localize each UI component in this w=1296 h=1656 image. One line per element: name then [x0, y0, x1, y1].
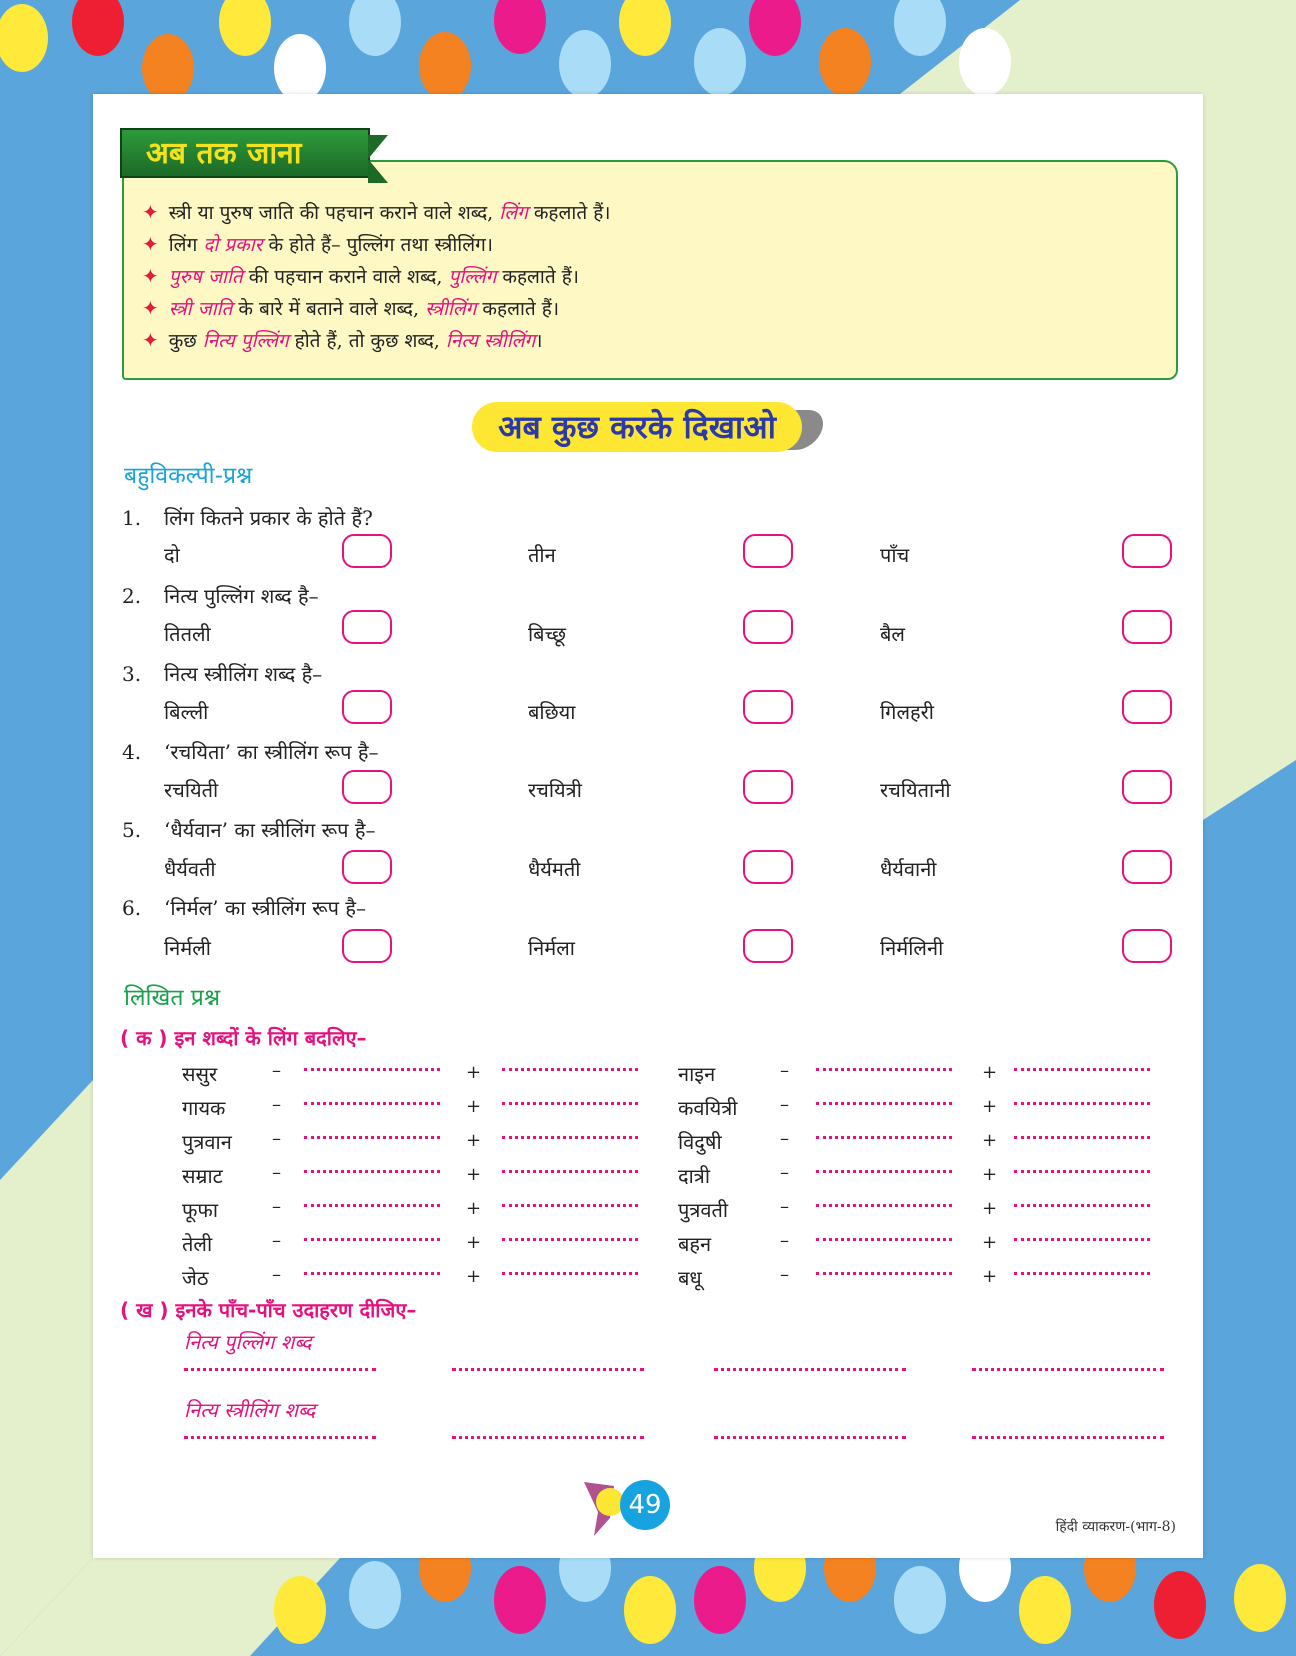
word-to-convert: ससुर — [182, 1062, 218, 1086]
answer-line[interactable] — [714, 1368, 906, 1371]
banner-ribbon-tail — [368, 135, 388, 183]
answer-line[interactable] — [304, 1272, 440, 1275]
dash-symbol: – — [272, 1264, 281, 1285]
word-to-convert: तेली — [182, 1232, 213, 1256]
plus-symbol: + — [466, 1130, 482, 1151]
answer-line[interactable] — [452, 1368, 644, 1371]
answer-line[interactable] — [502, 1272, 638, 1275]
answer-line[interactable] — [304, 1068, 440, 1071]
q5-option-b: धैर्यमती — [528, 857, 581, 881]
word-to-convert: जेठ — [182, 1266, 209, 1290]
plus-symbol: + — [982, 1232, 998, 1253]
plus-symbol: + — [466, 1198, 482, 1219]
q1-option-c: पाँच — [880, 543, 910, 567]
answer-line[interactable] — [304, 1136, 440, 1139]
plus-symbol: + — [466, 1266, 482, 1287]
answer-line[interactable] — [1014, 1204, 1150, 1207]
word-to-convert: विदुषी — [678, 1130, 722, 1154]
dash-symbol: – — [780, 1264, 789, 1285]
star-bullet-icon: ✦ — [142, 200, 159, 224]
part-a-title: ( क ) इन शब्दों के लिंग बदलिए– — [120, 1026, 367, 1050]
answer-line[interactable] — [304, 1204, 440, 1207]
summary-item: ✦ लिंग दो प्रकार के होते हैं– पुल्लिंग तथा स्त्रीलिंग। — [142, 232, 493, 256]
q3-option-b-checkbox[interactable] — [743, 690, 793, 724]
question-4: 4. ‘रचयिता’ का स्त्रीलिंग रूप है– — [122, 740, 379, 764]
q2-option-c-checkbox[interactable] — [1122, 610, 1172, 644]
dash-symbol: – — [780, 1162, 789, 1183]
word-to-convert: बधू — [678, 1266, 702, 1290]
activity-title: अब कुछ करके दिखाओ — [472, 402, 802, 452]
summary-heading: अब तक जाना — [120, 128, 370, 178]
answer-line[interactable] — [184, 1368, 376, 1371]
answer-line[interactable] — [304, 1102, 440, 1105]
answer-line[interactable] — [502, 1238, 638, 1241]
q2-option-a-checkbox[interactable] — [342, 610, 392, 644]
dash-symbol: – — [780, 1196, 789, 1217]
plus-symbol: + — [982, 1198, 998, 1219]
answer-line[interactable] — [816, 1068, 952, 1071]
answer-line[interactable] — [816, 1272, 952, 1275]
answer-line[interactable] — [1014, 1136, 1150, 1139]
answer-line[interactable] — [502, 1068, 638, 1071]
answer-line[interactable] — [502, 1102, 638, 1105]
q6-option-a: निर्मली — [164, 936, 211, 960]
plus-symbol: + — [982, 1164, 998, 1185]
q2-option-c: बैल — [880, 622, 905, 646]
word-to-convert: पुत्रवती — [678, 1198, 729, 1222]
summary-list — [142, 196, 610, 356]
question-1: 1. लिंग कितने प्रकार के होते हैं? — [122, 506, 373, 530]
answer-line[interactable] — [1014, 1238, 1150, 1241]
answer-line[interactable] — [502, 1204, 638, 1207]
q5-option-b-checkbox[interactable] — [743, 850, 793, 884]
q1-option-a: दो — [164, 543, 180, 567]
word-to-convert: दात्री — [678, 1164, 711, 1188]
word-to-convert: गायक — [182, 1096, 226, 1120]
q6-option-c-checkbox[interactable] — [1122, 929, 1172, 963]
q4-option-b: रचयित्री — [528, 778, 582, 802]
answer-line[interactable] — [1014, 1170, 1150, 1173]
q3-option-b: बछिया — [528, 700, 576, 724]
example-group-title-feminine: नित्य स्त्रीलिंग शब्द — [184, 1398, 316, 1422]
answer-line[interactable] — [816, 1170, 952, 1173]
question-5: 5. ‘धैर्यवान’ का स्त्रीलिंग रूप है– — [122, 818, 376, 842]
written-section-title: लिखित प्रश्न — [124, 985, 221, 1011]
q1-option-b: तीन — [528, 543, 556, 567]
dash-symbol: – — [272, 1162, 281, 1183]
q2-option-b-checkbox[interactable] — [743, 610, 793, 644]
word-to-convert: पुत्रवान — [182, 1130, 232, 1154]
answer-line[interactable] — [972, 1436, 1164, 1439]
dash-symbol: – — [272, 1094, 281, 1115]
summary-item: ✦ कुछ नित्य पुल्लिंग होते हैं, तो कुछ शब्द, नित्य स्त्रीलिंग। — [142, 328, 543, 352]
q4-option-a-checkbox[interactable] — [342, 770, 392, 804]
plus-symbol: + — [466, 1062, 482, 1083]
plus-symbol: + — [982, 1130, 998, 1151]
mcq-section-title: बहुविकल्पी-प्रश्न — [124, 463, 253, 489]
plus-symbol: + — [982, 1062, 998, 1083]
word-to-convert: कवयित्री — [678, 1096, 738, 1120]
answer-line[interactable] — [816, 1136, 952, 1139]
q1-option-a-checkbox[interactable] — [342, 534, 392, 568]
answer-line[interactable] — [816, 1204, 952, 1207]
plus-symbol: + — [466, 1164, 482, 1185]
answer-line[interactable] — [184, 1436, 376, 1439]
word-to-convert: नाइन — [678, 1062, 716, 1086]
q4-option-c: रचयितानी — [880, 778, 951, 802]
word-to-convert: सम्राट — [182, 1164, 223, 1188]
q2-option-b: बिच्छू — [528, 622, 566, 646]
question-3: 3. नित्य स्त्रीलिंग शब्द है– — [122, 662, 323, 686]
answer-line[interactable] — [502, 1136, 638, 1139]
book-title: हिंदी व्याकरण-(भाग-8) — [1055, 1519, 1176, 1535]
star-bullet-icon: ✦ — [142, 232, 159, 256]
answer-line[interactable] — [1014, 1102, 1150, 1105]
plus-symbol: + — [466, 1232, 482, 1253]
q1-option-c-checkbox[interactable] — [1122, 534, 1172, 568]
answer-line[interactable] — [304, 1238, 440, 1241]
q6-option-b: निर्मला — [528, 936, 575, 960]
q6-option-a-checkbox[interactable] — [342, 929, 392, 963]
dash-symbol: – — [780, 1128, 789, 1149]
q6-option-b-checkbox[interactable] — [743, 929, 793, 963]
q5-option-c: धैर्यवानी — [880, 857, 937, 881]
q3-option-c-checkbox[interactable] — [1122, 690, 1172, 724]
word-to-convert: फूफा — [182, 1198, 219, 1222]
star-bullet-icon: ✦ — [142, 264, 159, 288]
q6-option-c: निर्मलिनी — [880, 936, 944, 960]
answer-line[interactable] — [1014, 1068, 1150, 1071]
q4-option-b-checkbox[interactable] — [743, 770, 793, 804]
answer-line[interactable] — [304, 1170, 440, 1173]
answer-line[interactable] — [972, 1368, 1164, 1371]
question-6: 6. ‘निर्मल’ का स्त्रीलिंग रूप है– — [122, 896, 367, 920]
dash-symbol: – — [780, 1094, 789, 1115]
q4-option-c-checkbox[interactable] — [1122, 770, 1172, 804]
q5-option-c-checkbox[interactable] — [1122, 850, 1172, 884]
summary-item: ✦ स्त्री जाति के बारे में बताने वाले शब्द, स्त्रीलिंग कहलाते हैं। — [142, 296, 560, 320]
q3-option-c: गिलहरी — [880, 700, 934, 724]
answer-line[interactable] — [714, 1436, 906, 1439]
star-bullet-icon: ✦ — [142, 328, 159, 352]
dash-symbol: – — [272, 1196, 281, 1217]
summary-item: ✦ पुरुष जाति की पहचान कराने वाले शब्द, पुल्लिंग कहलाते हैं। — [142, 264, 580, 288]
dash-symbol: – — [272, 1230, 281, 1251]
dash-symbol: – — [272, 1128, 281, 1149]
answer-line[interactable] — [502, 1170, 638, 1173]
q4-option-a: रचयिती — [164, 778, 219, 802]
answer-line[interactable] — [816, 1238, 952, 1241]
q2-option-a: तितली — [164, 622, 211, 646]
q3-option-a-checkbox[interactable] — [342, 690, 392, 724]
part-b-title: ( ख ) इनके पाँच-पाँच उदाहरण दीजिए– — [120, 1298, 417, 1322]
word-to-convert: बहन — [678, 1232, 712, 1256]
example-group-title-masculine: नित्य पुल्लिंग शब्द — [184, 1330, 312, 1354]
plus-symbol: + — [982, 1266, 998, 1287]
plus-symbol: + — [466, 1096, 482, 1117]
plus-symbol: + — [982, 1096, 998, 1117]
answer-line[interactable] — [452, 1436, 644, 1439]
summary-item: ✦ स्त्री या पुरुष जाति की पहचान कराने वाले शब्द, लिंग कहलाते हैं। — [142, 200, 611, 224]
answer-line[interactable] — [1014, 1272, 1150, 1275]
q5-option-a: धैर्यवती — [164, 857, 216, 881]
dash-symbol: – — [780, 1060, 789, 1081]
answer-line[interactable] — [816, 1102, 952, 1105]
page-number: 49 — [620, 1480, 670, 1530]
dash-symbol: – — [272, 1060, 281, 1081]
q3-option-a: बिल्ली — [164, 700, 209, 724]
dash-symbol: – — [780, 1230, 789, 1251]
q1-option-b-checkbox[interactable] — [743, 534, 793, 568]
q5-option-a-checkbox[interactable] — [342, 850, 392, 884]
star-bullet-icon: ✦ — [142, 296, 159, 320]
question-2: 2. नित्य पुल्लिंग शब्द है– — [122, 584, 319, 608]
